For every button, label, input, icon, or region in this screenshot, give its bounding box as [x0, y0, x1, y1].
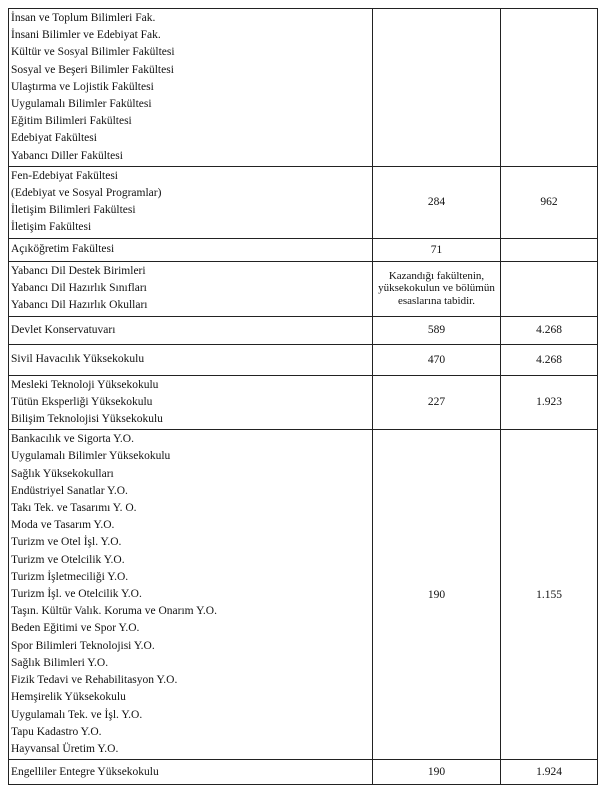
table-row [9, 9, 598, 167]
institution-name: Yabancı Dil Hazırlık Okulları [11, 299, 148, 312]
institution-cell [9, 344, 373, 375]
value-cell-col2 [373, 9, 501, 167]
value-cell-col3 [501, 9, 598, 167]
institution-name: Endüstriyel Sanatlar Y.O. [11, 484, 128, 497]
table-row [9, 261, 598, 316]
institution-name: Bankacılık ve Sigorta Y.O. [11, 433, 134, 446]
institution-name: Uygulamalı Bilimler Yüksekokulu [11, 450, 171, 463]
institution-name: Engelliler Entegre Yüksekokulu [11, 765, 159, 778]
institution-name: Spor Bilimleri Teknolojisi Y.O. [11, 639, 155, 652]
institution-name: İletişim Fakültesi [11, 221, 92, 234]
institution-name: İnsan ve Toplum Bilimleri Fak. [11, 12, 156, 24]
institution-name: Sosyal ve Beşeri Bilimler Fakültesi [11, 63, 174, 76]
institution-name: Uygulamalı Bilimler Fakültesi [11, 98, 152, 111]
value-cell-col2: 190 [373, 430, 501, 760]
value-cell-col3: 962 [501, 166, 598, 238]
institution-name: Ulaştırma ve Lojistik Fakültesi [11, 80, 154, 93]
institution-name: Bilişim Teknolojisi Yüksekokulu [11, 413, 163, 426]
note-cell [373, 261, 501, 316]
institution-cell [9, 166, 373, 238]
value-cell-col2: 71 [373, 238, 501, 261]
institution-name: Açıköğretim Fakültesi [11, 243, 115, 256]
value-cell-col3: 4.268 [501, 316, 598, 344]
institution-name: Fizik Tedavi ve Rehabilitasyon Y.O. [11, 674, 178, 687]
table-row [9, 316, 598, 344]
institution-name: Eğitim Bilimleri Fakültesi [11, 115, 132, 128]
note-line: Kazandığı fakültenin, [388, 269, 485, 282]
institution-cell [9, 760, 373, 785]
institution-name: Uygulamalı Tek. ve İşl. Y.O. [11, 708, 143, 721]
institution-name: Taşın. Kültür Valık. Koruma ve Onarım Y.O. [11, 605, 217, 618]
institution-name: Yabancı Diller Fakültesi [11, 149, 123, 162]
value-cell-col2: 284 [373, 166, 501, 238]
institution-cell [9, 9, 373, 167]
institution-name: İletişim Bilimleri Fakültesi [11, 204, 136, 217]
value-cell-col2: 190 [373, 760, 501, 785]
institution-name: Mesleki Teknoloji Yüksekokulu [11, 378, 159, 391]
value-cell-col3 [501, 261, 598, 316]
table-row [9, 375, 598, 430]
institution-name: Turizm İşl. ve Otelcilik Y.O. [11, 588, 142, 601]
institution-name: Tapu Kadastro Y.O. [11, 725, 102, 738]
table-row [9, 238, 598, 261]
table-row [9, 344, 598, 375]
value-cell-col3 [501, 238, 598, 261]
note-line: yüksekokulun ve bölümün [378, 282, 495, 295]
institution-name: Sağlık Yüksekokulları [11, 467, 114, 480]
value-cell-col2: 589 [373, 316, 501, 344]
value-cell-col3: 1.924 [501, 760, 598, 785]
institution-name: Sağlık Bilimleri Y.O. [11, 656, 109, 669]
value-cell-col2: 470 [373, 344, 501, 375]
institution-name: Kültür ve Sosyal Bilimler Fakültesi [11, 46, 175, 59]
institution-name: Turizm ve Otel İşl. Y.O. [11, 536, 122, 549]
table-row [9, 430, 598, 760]
value-cell-col2: 227 [373, 375, 501, 430]
institution-name: Takı Tek. ve Tasarımı Y. O. [11, 502, 137, 515]
institution-cell [9, 375, 373, 430]
institution-name: Turizm ve Otelcilik Y.O. [11, 553, 125, 566]
institution-cell [9, 238, 373, 261]
value-cell-col3: 4.268 [501, 344, 598, 375]
institution-name: Hemşirelik Yüksekokulu [11, 691, 126, 704]
institution-name: Hayvansal Üretim Y.O. [11, 742, 119, 755]
table-row [9, 166, 598, 238]
institution-name: (Edebiyat ve Sosyal Programlar) [11, 187, 162, 200]
institution-name: Beden Eğitimi ve Spor Y.O. [11, 622, 140, 635]
institution-name: Devlet Konservatuvarı [11, 323, 116, 336]
table-row [9, 760, 598, 785]
value-cell-col3: 1.155 [501, 430, 598, 760]
institution-name: Yabancı Dil Destek Birimleri [11, 264, 146, 277]
institution-cell [9, 261, 373, 316]
institution-name: Sivil Havacılık Yüksekokulu [11, 353, 145, 366]
institution-name: Tütün Eksperliği Yüksekokulu [11, 395, 153, 408]
note-line: esaslarına tabidir. [398, 294, 475, 307]
institution-name: Turizm İşletmeciliği Y.O. [11, 570, 129, 583]
score-table [8, 8, 598, 785]
institution-name: Edebiyat Fakültesi [11, 132, 97, 145]
institution-name: Moda ve Tasarım Y.O. [11, 519, 115, 532]
institution-cell [9, 430, 373, 760]
institution-name: İnsani Bilimler ve Edebiyat Fak. [11, 29, 161, 42]
institution-name: Yabancı Dil Hazırlık Sınıfları [11, 282, 147, 295]
value-cell-col3: 1.923 [501, 375, 598, 430]
institution-cell [9, 316, 373, 344]
institution-name: Fen-Edebiyat Fakültesi [11, 169, 118, 182]
